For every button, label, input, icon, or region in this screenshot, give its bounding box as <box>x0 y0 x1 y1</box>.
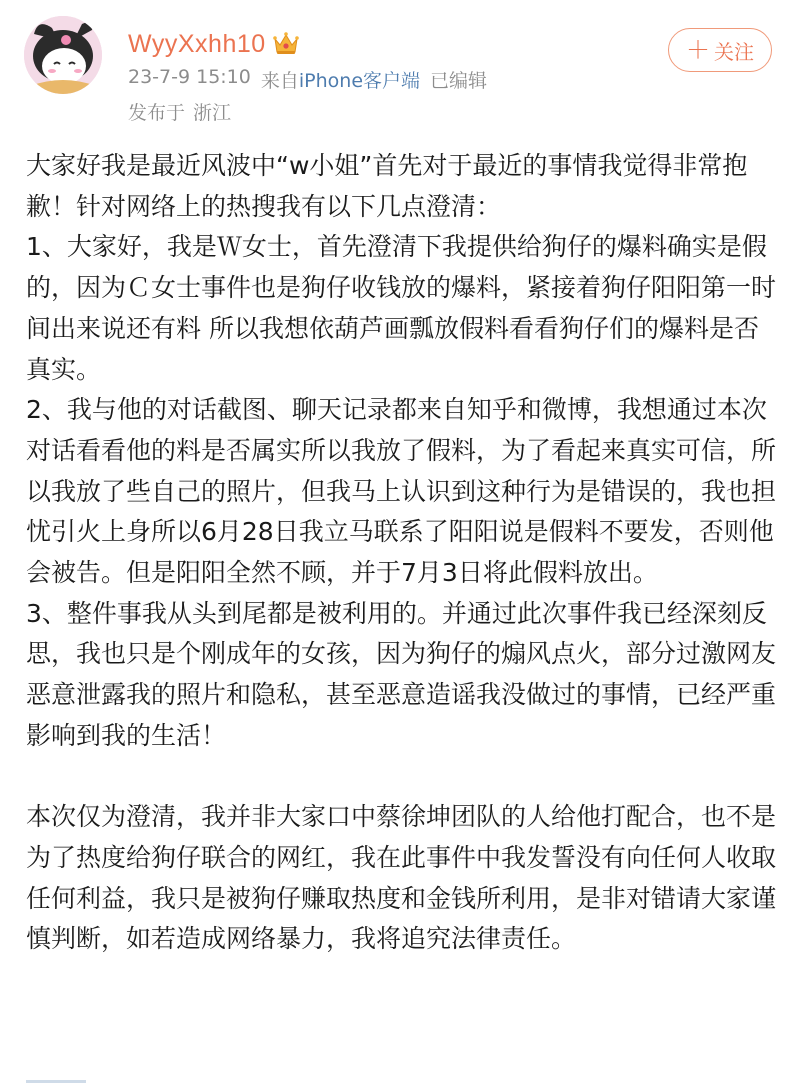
paragraph-intro: 大家好我是最近风波中“w小姐”首先对于最近的事情我觉得非常抱歉！针对网络上的热搜我有以下几点澄清： <box>26 151 748 221</box>
post-meta <box>128 66 487 93</box>
location-label: 发布于 <box>128 102 186 124</box>
post-content <box>26 146 778 960</box>
footer-divider <box>26 1080 86 1083</box>
plus-icon: ＋ <box>686 36 710 64</box>
paragraph-spacer <box>26 757 778 798</box>
paragraph-point-1: 1、大家好，我是Ｗ女士，首先澄清下我提供给狗仔的爆料确实是假的，因为Ｃ女士事件也是狗仔收钱放的爆料，紧接着狗仔阳阳第一时间出来说还有料 所以我想依葫芦画瓢放假料看看狗仔们的爆料是否真实。 <box>26 232 777 384</box>
follow-label: 关注 <box>714 39 754 64</box>
kuromi-avatar-icon <box>24 16 102 94</box>
location-value: 浙江 <box>193 102 232 124</box>
source-prefix: 来自 <box>260 70 299 92</box>
paragraph-point-3: 3、整件事我从头到尾都是被利用的。并通过此次事件我已经深刻反思，我也只是个刚成年的女孩，因为狗仔的煽风点火，部分过激网友恶意泄露我的照片和隐私，甚至恶意造谣我没做过的事情，已经严重影响到我的生活！ <box>26 598 777 750</box>
username[interactable]: WyyXxhh10 <box>128 29 266 58</box>
follow-button[interactable] <box>668 28 772 72</box>
paragraph-point-2: 2、我与他的对话截图、聊天记录都来自知乎和微博，我想通过本次对话看看他的料是否属实所以我放了假料，为了看起来真实可信，所以我放了些自己的照片，但我马上认识到这种行为是错误的，我也担忧引火上身所以6月28日我立马联系了阳阳说是假料不要发，否则他会被告。但是阳阳全然不顾，并于7月3日将此假料放出。 <box>26 395 777 588</box>
post-timestamp: 23-7-9 15:10 <box>128 66 251 88</box>
edited-label[interactable]: 已编辑 <box>430 70 488 92</box>
username-row <box>128 24 300 64</box>
post-header <box>0 0 800 135</box>
source-client-link[interactable]: iPhone客户端 <box>298 70 421 92</box>
avatar[interactable] <box>24 16 102 94</box>
paragraph-closing: 本次仅为澄清，我并非大家口中蔡徐坤团队的人给他打配合，也不是为了热度给狗仔联合的网红，我在此事件中我发誓没有向任何人收取任何利益，我只是被狗仔赚取热度和金钱所利用，是非对错请大家谨慎判断，如若造成网络暴力，我将追究法律责任。 <box>26 802 777 954</box>
post-location <box>128 98 231 125</box>
crown-icon[interactable] <box>272 31 300 57</box>
